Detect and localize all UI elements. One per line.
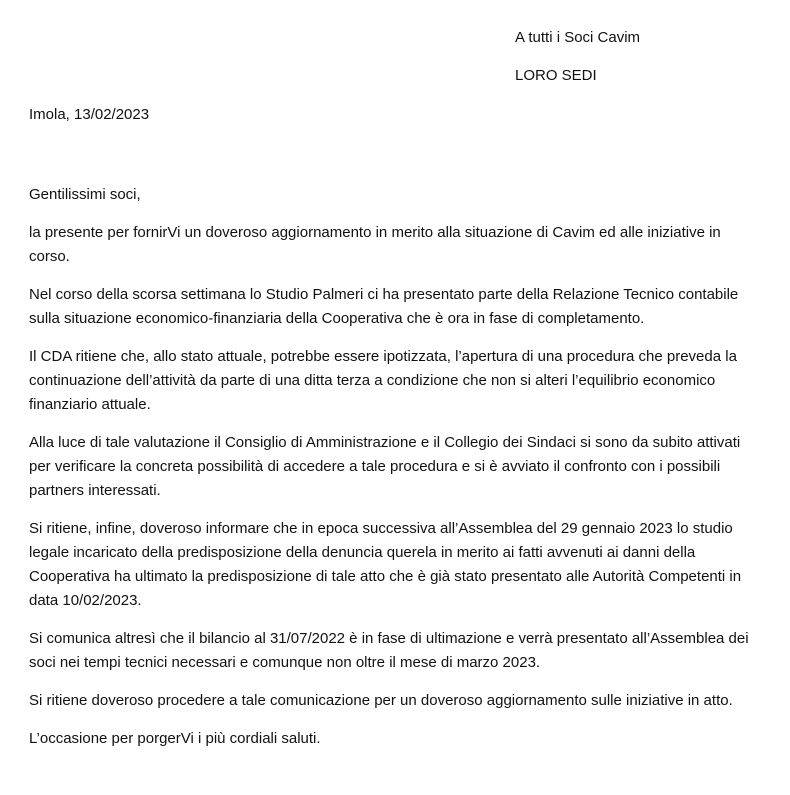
date-line: Imola, 13/02/2023 (29, 106, 150, 123)
paragraph-legal: Si ritiene, infine, doveroso informare che in epoca successiva all’Assemblea del 29 gennaio 2023 lo studio legale incaricato della predisposizione della denuncia querela in merito ai fatti avvenuti ai danni della Cooperativa ha ultimato la predisposizione di tale atto che è già stato presentato alle Autorità Competenti in data 10/02/2023. (29, 520, 742, 609)
letter-body (29, 183, 764, 765)
paragraph-cda: Il CDA ritiene che, allo stato attuale, potrebbe essere ipotizzata, l’apertura di una procedura che preveda la continuazione dell’attività da parte di una ditta terza a condizione che non si alteri l’equilibrio economico finanziario attuale. (29, 348, 737, 413)
recipient-line-1: A tutti i Soci Cavim (515, 29, 641, 46)
paragraph-evaluation: Alla luce di tale valutazione il Consiglio di Amministrazione e il Collegio dei Sindaci si sono da subito attivati per verificare la concreta possibilità di accedere a tale procedura e si è avviato il confronto con i possibili partners interessati. (29, 434, 741, 499)
paragraph-budget: Si comunica altresì che il bilancio al 31/07/2022 è in fase di ultimazione e verrà presentato all’Assemblea dei soci nei tempi tecnici necessari e comunque non oltre il mese di marzo 2023. (29, 630, 749, 671)
paragraph-report: Nel corso della scorsa settimana lo Studio Palmeri ci ha presentato parte della Relazione Tecnico contabile sulla situazione economico-finanziaria della Cooperativa che è ora in fase di completamento. (29, 286, 739, 327)
recipient-block (515, 28, 640, 86)
recipient-line-2: LORO SEDI (515, 67, 597, 84)
paragraph-closing: L’occasione per porgerVi i più cordiali saluti. (29, 730, 321, 747)
salutation: Gentilissimi soci, (29, 186, 141, 203)
paragraph-communication: Si ritiene doveroso procedere a tale comunicazione per un doveroso aggiornamento sulle iniziative in atto. (29, 692, 733, 709)
paragraph-intro: la presente per fornirVi un doveroso aggiornamento in merito alla situazione di Cavim ed alle iniziative in corso. (29, 224, 721, 265)
